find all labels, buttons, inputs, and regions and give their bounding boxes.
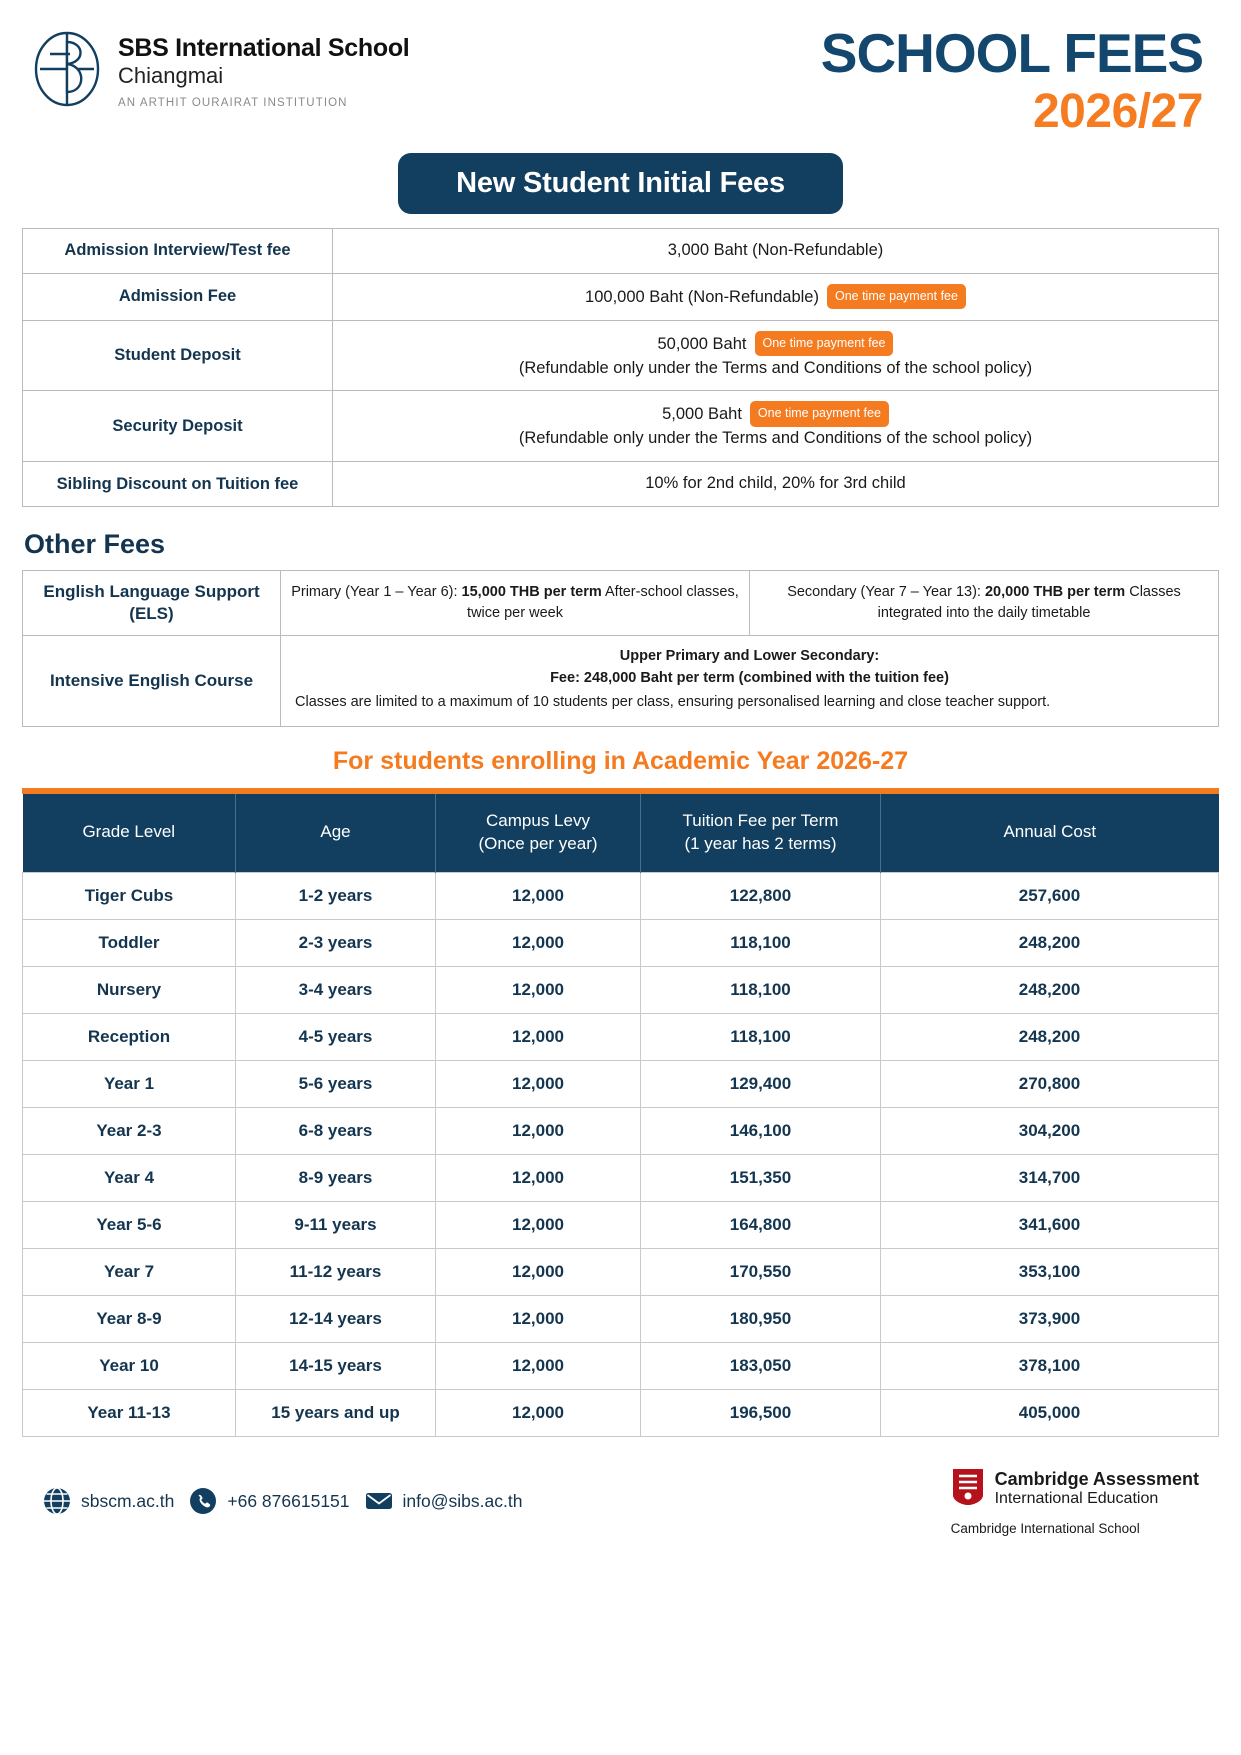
phone-text: +66 876615151 <box>227 1490 350 1511</box>
table-row <box>23 1248 1219 1295</box>
website-text: sbscm.ac.th <box>81 1490 175 1511</box>
grade-level-cell: Year 5-6 <box>23 1201 236 1248</box>
initial-fees-table <box>22 228 1219 507</box>
other-fees-table <box>22 570 1219 726</box>
table-row <box>23 966 1219 1013</box>
cambridge-line3: Cambridge International School <box>950 1520 1140 1536</box>
campus-levy-cell: 12,000 <box>436 1060 641 1107</box>
grade-level-cell: Tiger Cubs <box>23 872 236 919</box>
tuition-fee-cell: 122,800 <box>641 872 881 919</box>
tuition-fee-cell: 118,100 <box>641 966 881 1013</box>
status-badge: One time payment fee <box>755 331 894 356</box>
grade-level-cell: Year 8-9 <box>23 1295 236 1342</box>
grade-level-cell: Year 10 <box>23 1342 236 1389</box>
fee-value-line1: 5,000 Baht <box>662 405 742 424</box>
grade-level-cell: Toddler <box>23 919 236 966</box>
tuition-fee-cell: 164,800 <box>641 1201 881 1248</box>
els-secondary-cell <box>750 571 1219 636</box>
age-cell: 6-8 years <box>236 1107 436 1154</box>
fee-label: Sibling Discount on Tuition fee <box>23 462 333 507</box>
globe-icon <box>42 1486 72 1516</box>
column-header-tuition-fee <box>641 794 881 872</box>
age-cell: 8-9 years <box>236 1154 436 1201</box>
iec-label: Intensive English Course <box>23 636 281 726</box>
header-main: Age <box>320 822 351 842</box>
annual-cost-cell: 248,200 <box>881 1013 1219 1060</box>
tuition-fee-cell: 118,100 <box>641 919 881 966</box>
table-row <box>23 1013 1219 1060</box>
campus-levy-cell: 12,000 <box>436 1342 641 1389</box>
fee-value <box>333 320 1219 391</box>
fee-value-line1: 50,000 Baht <box>657 334 747 353</box>
title-block <box>820 22 1209 139</box>
table-row <box>23 273 1219 320</box>
table-row <box>23 1342 1219 1389</box>
tuition-fee-cell: 196,500 <box>641 1389 881 1436</box>
fee-value <box>333 391 1219 462</box>
iec-line3: Classes are limited to a maximum of 10 students per class, ensuring personalised learning and close teacher support. <box>295 693 1051 710</box>
annual-cost-cell: 341,600 <box>881 1201 1219 1248</box>
campus-levy-cell: 12,000 <box>436 872 641 919</box>
table-row <box>23 571 1219 636</box>
tuition-fee-cell: 129,400 <box>641 1060 881 1107</box>
annual-cost-cell: 378,100 <box>881 1342 1219 1389</box>
phone-icon <box>188 1486 218 1516</box>
header-main: Tuition Fee per Term <box>682 810 839 830</box>
contact-email[interactable] <box>364 1486 523 1516</box>
fee-value <box>333 228 1219 273</box>
campus-levy-cell: 12,000 <box>436 966 641 1013</box>
header-sub: (Once per year) <box>478 833 598 853</box>
fee-value-line1: 100,000 Baht (Non-Refundable) <box>585 287 819 306</box>
campus-levy-cell: 12,000 <box>436 1107 641 1154</box>
campus-levy-cell: 12,000 <box>436 1248 641 1295</box>
enrolment-year-heading: For students enrolling in Academic Year 2026-27 <box>332 746 909 775</box>
tuition-fee-cell: 183,050 <box>641 1342 881 1389</box>
cambridge-text <box>995 1469 1199 1508</box>
age-cell: 14-15 years <box>236 1342 436 1389</box>
annual-cost-cell: 353,100 <box>881 1248 1219 1295</box>
column-header-annual-cost <box>881 794 1219 872</box>
page-header <box>22 0 1219 139</box>
grade-level-cell: Year 1 <box>23 1060 236 1107</box>
iec-line1: Upper Primary and Lower Secondary: <box>619 648 880 665</box>
age-cell: 9-11 years <box>236 1201 436 1248</box>
table-row <box>23 872 1219 919</box>
campus-levy-cell: 12,000 <box>436 1013 641 1060</box>
status-badge: One time payment fee <box>827 284 966 309</box>
fee-value-line1-wrap <box>345 401 1206 427</box>
annual-cost-cell: 304,200 <box>881 1107 1219 1154</box>
age-cell: 4-5 years <box>236 1013 436 1060</box>
cambridge-logo-top <box>951 1467 1199 1512</box>
table-row <box>23 228 1219 273</box>
els-secondary-fee: 20,000 THB per term <box>984 584 1126 601</box>
pill-heading-wrap <box>22 153 1219 214</box>
age-cell: 15 years and up <box>236 1389 436 1436</box>
els-secondary-fee-line <box>787 584 1125 600</box>
campus-levy-cell: 12,000 <box>436 1295 641 1342</box>
header-main: Annual Cost <box>1003 822 1097 842</box>
table-row <box>23 1154 1219 1201</box>
fee-label: Student Deposit <box>23 320 333 391</box>
annual-cost-cell: 314,700 <box>881 1154 1219 1201</box>
table-row <box>23 1389 1219 1436</box>
table-row <box>23 320 1219 391</box>
els-secondary-note: Classes integrated into the daily timetable <box>877 584 1181 622</box>
age-cell: 3-4 years <box>236 966 436 1013</box>
page-footer <box>22 1467 1219 1536</box>
brand-tagline: AN ARTHIT OURAIRAT INSTITUTION <box>118 96 348 109</box>
new-student-initial-fees-heading: New Student Initial Fees <box>398 153 843 214</box>
contact-phone[interactable] <box>188 1486 349 1516</box>
table-header-row <box>23 794 1219 872</box>
els-primary-prefix: Primary (Year 1 – Year 6): <box>291 584 462 601</box>
brand-text <box>118 26 409 109</box>
campus-levy-cell: 12,000 <box>436 1154 641 1201</box>
annual-cost-cell: 257,600 <box>881 872 1219 919</box>
page-title: SCHOOL FEES <box>820 22 1203 84</box>
table-row <box>23 1201 1219 1248</box>
fee-value <box>333 273 1219 320</box>
campus-levy-cell: 12,000 <box>436 1201 641 1248</box>
grade-level-cell: Year 7 <box>23 1248 236 1295</box>
campus-levy-cell: 12,000 <box>436 919 641 966</box>
sbs-monogram-logo-icon <box>32 30 102 108</box>
fee-value-line1: 3,000 Baht (Non-Refundable) <box>667 240 884 259</box>
cambridge-logo <box>951 1467 1199 1536</box>
tuition-fee-cell: 151,350 <box>641 1154 881 1201</box>
grade-level-cell: Nursery <box>23 966 236 1013</box>
fee-value-line1-wrap <box>345 331 1206 357</box>
annual-cost-cell: 373,900 <box>881 1295 1219 1342</box>
tuition-fee-cell: 146,100 <box>641 1107 881 1154</box>
table-row <box>23 1295 1219 1342</box>
age-cell: 11-12 years <box>236 1248 436 1295</box>
email-text: info@sibs.ac.th <box>402 1490 523 1511</box>
brand-name: SBS International School <box>118 34 410 62</box>
column-header-grade-level <box>23 794 236 872</box>
column-header-age <box>236 794 436 872</box>
tuition-fee-cell: 118,100 <box>641 1013 881 1060</box>
header-sub: (1 year has 2 terms) <box>684 833 837 853</box>
fee-value-line1: 10% for 2nd child, 20% for 3rd child <box>645 474 906 493</box>
els-label: English Language Support (ELS) <box>23 571 281 636</box>
other-fees-heading: Other Fees <box>24 529 166 560</box>
column-header-campus-levy <box>436 794 641 872</box>
brand-city: Chiangmai <box>118 63 224 88</box>
fee-value <box>333 462 1219 507</box>
contact-list <box>42 1486 522 1516</box>
annual-cost-cell: 248,200 <box>881 966 1219 1013</box>
cambridge-line2: International Education <box>994 1490 1159 1508</box>
els-secondary-prefix: Secondary (Year 7 – Year 13): <box>787 584 985 601</box>
els-primary-fee-line <box>291 584 602 600</box>
academic-year: 2026/27 <box>1032 85 1203 138</box>
els-primary-cell <box>281 571 750 636</box>
iec-cell <box>281 636 1219 726</box>
status-badge: One time payment fee <box>750 401 889 426</box>
age-cell: 2-3 years <box>236 919 436 966</box>
grade-table-body <box>23 872 1219 1436</box>
fee-value-line2: (Refundable only under the Terms and Conditions of the school policy) <box>518 429 1033 448</box>
brand-block <box>32 26 409 109</box>
table-row <box>23 1107 1219 1154</box>
cambridge-crest-icon <box>951 1467 985 1512</box>
els-primary-note: After-school classes, twice per week <box>467 584 739 622</box>
grade-level-cell: Year 2-3 <box>23 1107 236 1154</box>
tuition-fee-cell: 170,550 <box>641 1248 881 1295</box>
iec-line2: Fee: 248,000 Baht per term (combined with the tuition fee) <box>550 670 949 687</box>
table-row <box>23 391 1219 462</box>
envelope-icon <box>364 1486 394 1516</box>
header-main: Grade Level <box>82 822 176 842</box>
fee-value-line2: (Refundable only under the Terms and Conditions of the school policy) <box>518 358 1033 377</box>
fee-label: Security Deposit <box>23 391 333 462</box>
annual-cost-cell: 405,000 <box>881 1389 1219 1436</box>
fee-label: Admission Interview/Test fee <box>23 228 333 273</box>
campus-levy-cell: 12,000 <box>436 1389 641 1436</box>
annual-cost-cell: 248,200 <box>881 919 1219 966</box>
table-row <box>23 919 1219 966</box>
contact-website[interactable] <box>42 1486 174 1516</box>
grade-level-cell: Year 4 <box>23 1154 236 1201</box>
age-cell: 1-2 years <box>236 872 436 919</box>
age-cell: 12-14 years <box>236 1295 436 1342</box>
grade-fee-table <box>22 794 1219 1437</box>
table-row <box>23 462 1219 507</box>
grade-level-cell: Reception <box>23 1013 236 1060</box>
table-row <box>23 1060 1219 1107</box>
cambridge-line1: Cambridge Assessment <box>994 1469 1199 1490</box>
annual-cost-cell: 270,800 <box>881 1060 1219 1107</box>
grade-fee-table-wrap <box>22 788 1219 1437</box>
els-primary-fee: 15,000 THB per term <box>461 584 602 601</box>
tuition-fee-cell: 180,950 <box>641 1295 881 1342</box>
grade-level-cell: Year 11-13 <box>23 1389 236 1436</box>
fee-label: Admission Fee <box>23 273 333 320</box>
header-main: Campus Levy <box>486 810 590 830</box>
age-cell: 5-6 years <box>236 1060 436 1107</box>
table-row <box>23 636 1219 726</box>
